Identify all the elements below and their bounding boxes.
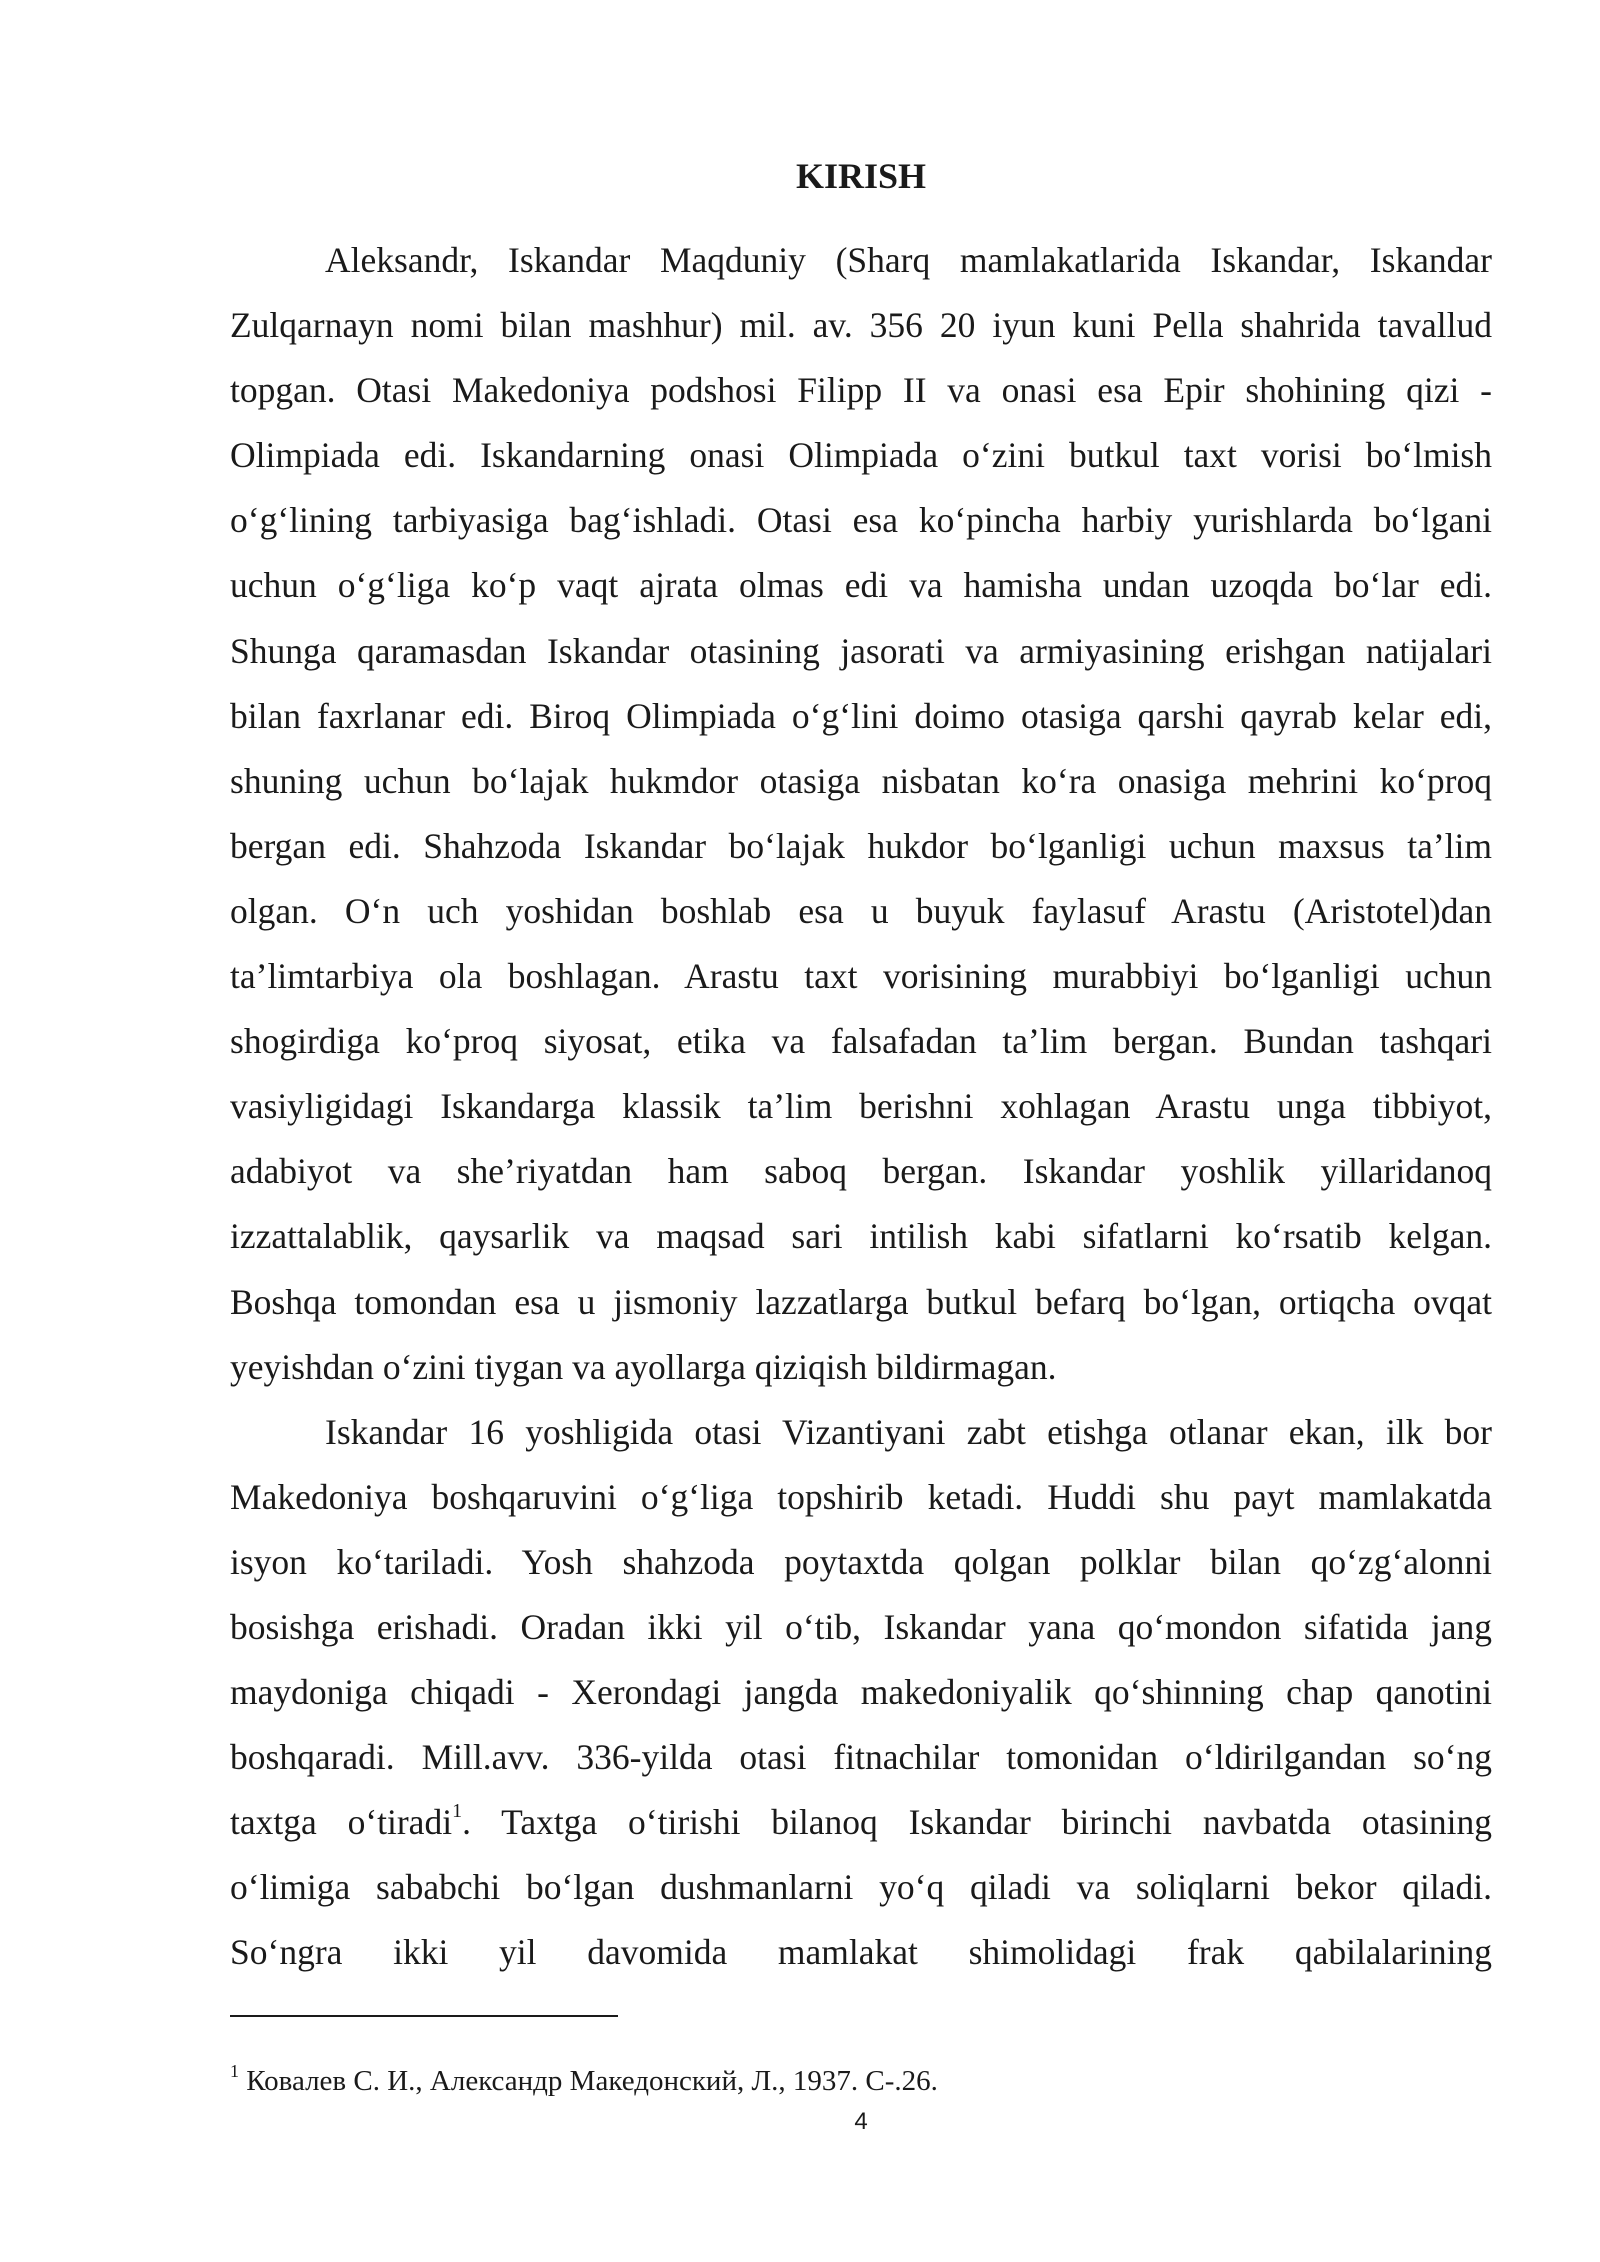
- text-segment: taxtga o‘tiradi: [230, 1802, 453, 1843]
- footnote: [230, 2063, 938, 2099]
- page-number: 4: [854, 2108, 868, 2135]
- text-line: o‘limiga sababchi bo‘lgan dushmanlarni yo‘q qiladi va soliqlarni bekor qiladi.: [230, 1867, 1492, 1908]
- text-line: Aleksandr, Iskandar Maqduniy (Sharq mamlakatlarida Iskandar, Iskandar: [325, 240, 1492, 280]
- text-line: bilan faxrlanar edi. Biroq Olimpiada o‘g‘lini doimo otasiga qarshi qayrab kelar edi,: [230, 695, 1492, 736]
- text-line: topgan. Otasi Makedoniya podshosi Filipp II va onasi esa Epir shohining qizi -: [230, 370, 1492, 411]
- text-line: isyon ko‘tariladi. Yosh shahzoda poytaxtda qolgan polklar bilan qo‘zg‘alonni: [230, 1541, 1492, 1582]
- paragraph-2: [230, 1400, 1492, 1986]
- text-line: o‘g‘lining tarbiyasiga bag‘ishladi. Otasi esa ko‘pincha harbiy yurishlarda bo‘lgani: [230, 500, 1492, 541]
- text-line: So‘ngra ikki yil davomida mamlakat shimolidagi frak qabilalarining: [230, 1932, 1492, 1973]
- text-line: Olimpiada edi. Iskandarning onasi Olimpiada o‘zini butkul taxt vorisi bo‘lmish: [230, 435, 1492, 476]
- page-title: KIRISH: [795, 156, 927, 196]
- text-line: bosishga erishadi. Oradan ikki yil o‘tib, Iskandar yana qo‘mondon sifatida jang: [230, 1606, 1492, 1647]
- text-line: boshqaradi. Mill.avv. 336-yilda otasi fitnachilar tomonidan o‘ldirilgandan so‘ng: [230, 1737, 1492, 1778]
- text-line: Boshqa tomondan esa u jismoniy lazzatlarga butkul befarq bo‘lgan, ortiqcha ovqat: [230, 1281, 1492, 1322]
- text-line: Makedoniya boshqaruvini o‘g‘liga topshirib ketadi. Huddi shu payt mamlakatda: [230, 1476, 1492, 1517]
- paragraph-1: [230, 228, 1492, 1400]
- text-line: Zulqarnayn nomi bilan mashhur) mil. av. 356 20 iyun kuni Pella shahrida tavallud: [230, 305, 1492, 346]
- text-line: yeyishdan o‘zini tiygan va ayollarga qiziqish bildirmagan.: [230, 1346, 1057, 1387]
- footnote-marker: 1: [230, 2061, 239, 2082]
- text-line: izzattalablik, qaysarlik va maqsad sari intilish kabi sifatlarni ko‘rsatib kelgan.: [230, 1216, 1492, 1257]
- text-line: uchun o‘g‘liga ko‘p vaqt ajrata olmas edi va hamisha undan uzoqda bo‘lar edi.: [230, 565, 1492, 606]
- footnote-separator: [230, 2015, 618, 2017]
- text-line: shogirdiga ko‘proq siyosat, etika va falsafadan ta’lim bergan. Bundan tashqari: [230, 1021, 1492, 1062]
- body-text: [230, 228, 1492, 1986]
- text-line: ta’limtarbiya ola boshlagan. Arastu taxt vorisining murabbiyi bo‘lganligi uchun: [230, 956, 1492, 997]
- text-line: adabiyot va she’riyatdan ham saboq bergan. Iskandar yoshlik yillaridanoq: [230, 1151, 1492, 1192]
- footnote-reference[interactable]: 1: [452, 1800, 463, 1823]
- text-line-with-footnote: [230, 1790, 1492, 1855]
- text-line: vasiyligidagi Iskandarga klassik ta’lim berishni xohlagan Arastu unga tibbiyot,: [230, 1086, 1492, 1127]
- text-line: bergan edi. Shahzoda Iskandar bo‘lajak hukdor bo‘lganligi uchun maxsus ta’lim: [230, 825, 1492, 866]
- text-line: olgan. O‘n uch yoshidan boshlab esa u buyuk faylasuf Arastu (Aristotel)dan: [230, 890, 1492, 931]
- text-segment: . Taxtga o‘tirishi bilanoq Iskandar birinchi navbatda otasining: [462, 1802, 1492, 1843]
- text-line: Shunga qaramasdan Iskandar otasining jasorati va armiyasining erishgan natijalari: [230, 630, 1492, 671]
- text-line: Iskandar 16 yoshligida otasi Vizantiyani zabt etishga otlanar ekan, ilk bor: [325, 1411, 1492, 1452]
- text-line: shuning uchun bo‘lajak hukmdor otasiga nisbatan ko‘ra onasiga mehrini ko‘proq: [230, 760, 1492, 801]
- footnote-text: Ковалев С. И., Александр Македонский, Л., 1937. С-.26.: [239, 2065, 938, 2097]
- text-line: maydoniga chiqadi - Xerondagi jangda makedoniyalik qo‘shinning chap qanotini: [230, 1672, 1492, 1713]
